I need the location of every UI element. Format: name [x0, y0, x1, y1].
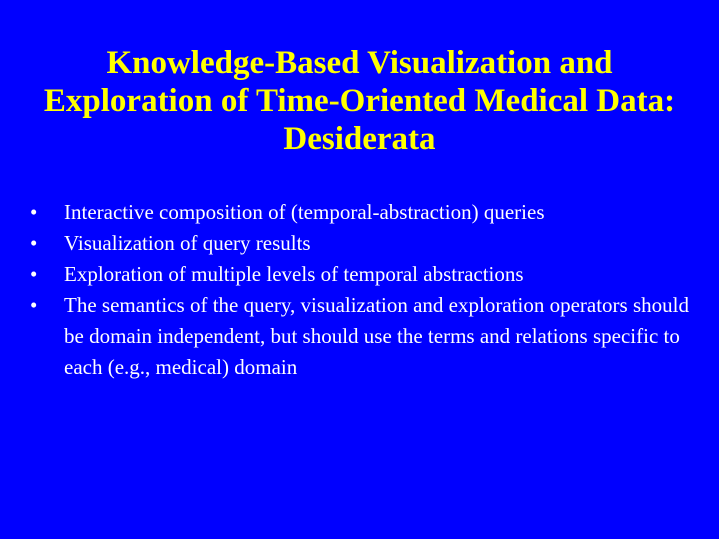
- bullet-item: [30, 290, 710, 383]
- bullet-list: [30, 197, 710, 383]
- bullet-item: [30, 197, 710, 228]
- bullet-dot-icon: •: [30, 231, 38, 255]
- bullet-dot-icon: •: [30, 293, 38, 317]
- bullet-dot-icon: •: [30, 262, 38, 286]
- bullet-item: [30, 259, 710, 290]
- bullet-text: Visualization of query results: [64, 231, 311, 255]
- bullet-text: Interactive composition of (temporal-abstraction) queries: [64, 200, 545, 224]
- title-line-1: Knowledge-Based Visualization and: [106, 45, 613, 81]
- slide-title: [0, 44, 719, 158]
- bullet-text: The semantics of the query, visualization and exploration operators should be domain independent, but should use the terms and relations specific to each (e.g., medical) domain: [64, 293, 689, 379]
- title-line-2: Exploration of Time-Oriented Medical Data:: [43, 83, 676, 119]
- title-line-3: Desiderata: [283, 121, 436, 157]
- bullet-item: [30, 228, 710, 259]
- bullet-text: Exploration of multiple levels of temporal abstractions: [64, 262, 524, 286]
- bullet-dot-icon: •: [30, 200, 38, 224]
